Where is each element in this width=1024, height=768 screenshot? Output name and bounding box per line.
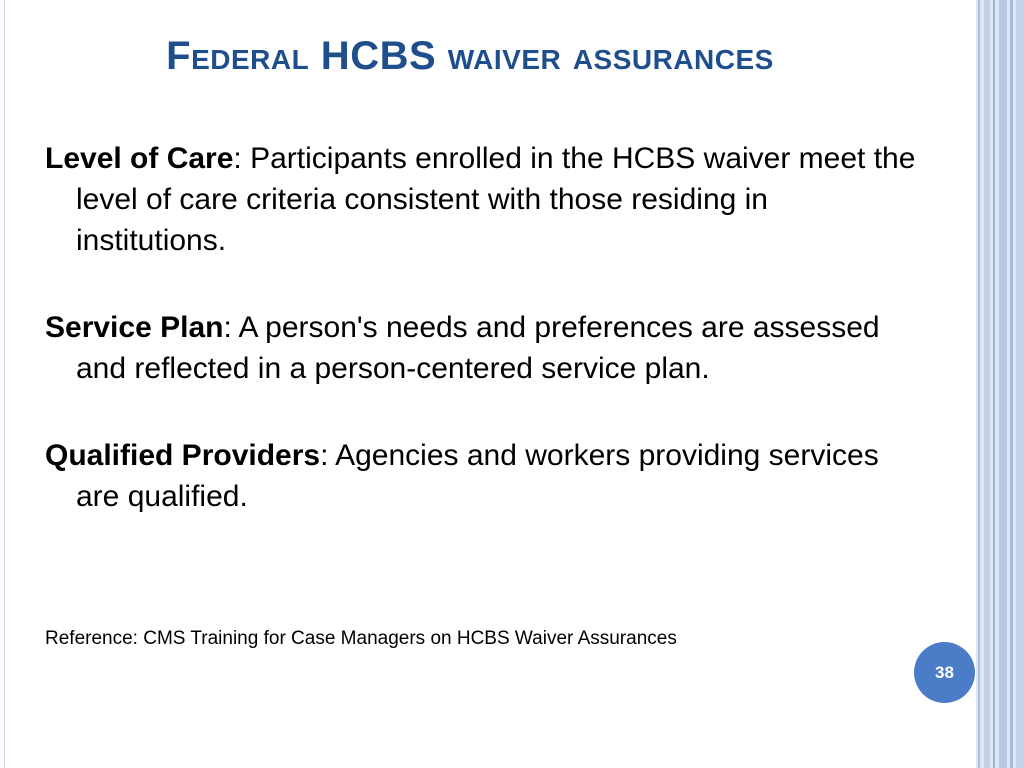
decorative-stripe bbox=[978, 0, 980, 768]
left-frame-line bbox=[4, 0, 5, 768]
assurance-description: : Agencies and workers providing services are qualified. bbox=[76, 439, 879, 513]
slide-body bbox=[45, 138, 925, 563]
assurance-description: : Participants enrolled in the HCBS waiver meet the level of care criteria consistent with those residing in institutions. bbox=[76, 142, 916, 257]
slide-title: Federal HCBS waiver assurances bbox=[166, 34, 774, 78]
decorative-stripe bbox=[984, 0, 990, 768]
decorative-stripe bbox=[999, 0, 1007, 768]
assurance-term: Qualified Providers bbox=[45, 439, 321, 472]
assurance-description: : A person's needs and preferences are assessed and reflected in a person-centered service plan. bbox=[76, 311, 880, 385]
assurance-item-service-plan bbox=[45, 307, 925, 389]
assurance-term: Service Plan bbox=[45, 311, 224, 344]
assurance-term: Level of Care bbox=[45, 142, 234, 175]
reference-note: Reference: CMS Training for Case Managers on HCBS Waiver Assurances bbox=[45, 628, 677, 649]
decorative-stripe bbox=[1010, 0, 1013, 768]
decorative-stripe bbox=[993, 0, 995, 768]
assurance-item-level-of-care bbox=[45, 138, 925, 261]
page-number: 38 bbox=[935, 662, 954, 682]
page-number-badge bbox=[914, 642, 975, 703]
decorative-stripe bbox=[1016, 0, 1024, 768]
assurance-item-qualified-providers bbox=[45, 435, 925, 517]
